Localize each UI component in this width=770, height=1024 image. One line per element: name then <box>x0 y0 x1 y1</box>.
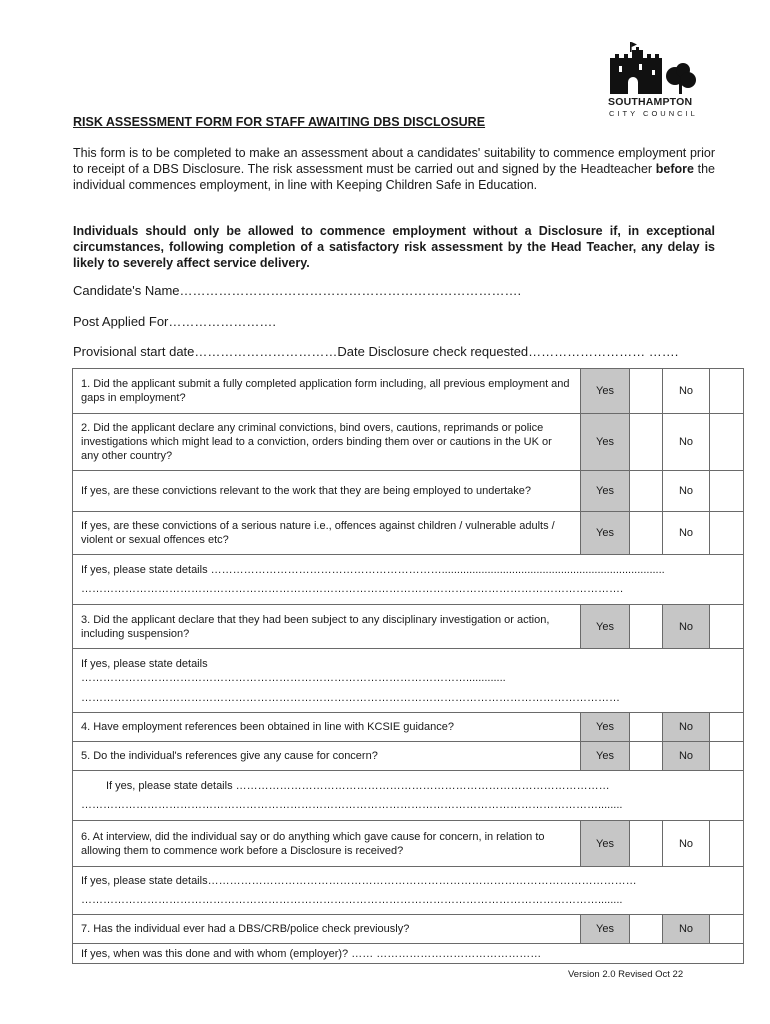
intro-paragraph <box>73 145 715 193</box>
no-label: No <box>663 414 710 471</box>
question-4: 4. Have employment references been obtained in line with KCSIE guidance? <box>73 713 581 742</box>
details-line: ………………………………………………………………………………………………………………………………… <box>81 691 620 704</box>
no-label: No <box>663 915 710 944</box>
details-field-5[interactable] <box>73 771 744 821</box>
table-row <box>73 512 744 555</box>
table-row <box>73 915 744 944</box>
yes-checkbox[interactable] <box>630 915 663 944</box>
yes-label: Yes <box>581 512 630 555</box>
question-2b: If yes, are these convictions of a serious nature i.e., offences against children / vulnerable adults / violent or sexual offences etc? <box>73 512 581 555</box>
yes-checkbox[interactable] <box>630 713 663 742</box>
no-checkbox[interactable] <box>710 915 744 944</box>
no-label: No <box>663 605 710 649</box>
table-row <box>73 867 744 915</box>
no-checkbox[interactable] <box>710 821 744 867</box>
post-applied-field[interactable]: Post Applied For……………………. <box>73 314 276 329</box>
table-row <box>73 944 744 964</box>
no-label: No <box>663 742 710 771</box>
table-row <box>73 605 744 649</box>
details-line: If yes, please state details ………………………………………………………………………………………… <box>106 780 610 792</box>
no-checkbox[interactable] <box>710 512 744 555</box>
details-line: ……………………………………………………………………………………………............. <box>81 671 506 684</box>
no-checkbox[interactable] <box>710 471 744 512</box>
yes-checkbox[interactable] <box>630 742 663 771</box>
no-checkbox[interactable] <box>710 713 744 742</box>
form-title: RISK ASSESSMENT FORM FOR STAFF AWAITING DBS DISCLOSURE <box>73 115 486 129</box>
yes-label: Yes <box>581 821 630 867</box>
question-7: 7. Has the individual ever had a DBS/CRB/police check previously? <box>73 915 581 944</box>
details-field-7[interactable]: If yes, when was this done and with whom (employer)? …… ……………………………………… <box>73 944 744 964</box>
details-field-6[interactable] <box>73 867 744 915</box>
council-logo <box>604 40 704 118</box>
question-6: 6. At interview, did the individual say or do anything which gave cause for concern, in relation to allowing them to commence work before a Disclosure is received? <box>73 821 581 867</box>
no-label: No <box>663 512 710 555</box>
risk-assessment-table <box>72 368 744 964</box>
no-label: No <box>663 821 710 867</box>
question-2: 2. Did the applicant declare any criminal convictions, bind overs, cautions, reprimands or police investigations which might lead to a conviction, orders binding them over or cautions in the UK or any other country? <box>73 414 581 471</box>
details-field-2[interactable] <box>73 555 744 605</box>
intro-bold: before <box>655 162 694 176</box>
table-row <box>73 414 744 471</box>
table-row <box>73 713 744 742</box>
question-2a: If yes, are these convictions relevant to the work that they are being employed to undertake? <box>73 471 581 512</box>
no-label: No <box>663 369 710 414</box>
intro-text-2: the individual commences employment, in line with Keeping Children Safe in Education. <box>73 162 715 192</box>
table-row <box>73 369 744 414</box>
details-line: If yes, please state details……………………………………………………………………………………………………… <box>81 875 637 887</box>
yes-checkbox[interactable] <box>630 512 663 555</box>
castle-logo-icon <box>604 40 700 94</box>
question-5: 5. Do the individual's references give any cause for concern? <box>73 742 581 771</box>
table-row <box>73 471 744 512</box>
version-footer: Version 2.0 Revised Oct 22 <box>568 969 684 980</box>
details-label: If yes, please state details <box>81 657 208 670</box>
no-label: No <box>663 471 710 512</box>
no-checkbox[interactable] <box>710 742 744 771</box>
no-label: No <box>663 713 710 742</box>
yes-checkbox[interactable] <box>630 369 663 414</box>
details-line: ……………………………………………………………………………………………………………………………........ <box>81 894 623 906</box>
details-line: If yes, please state details ………………………………………………………......................................................................... <box>81 564 665 576</box>
table-row <box>73 555 744 605</box>
yes-label: Yes <box>581 471 630 512</box>
yes-label: Yes <box>581 713 630 742</box>
details-field-3[interactable] <box>73 649 744 713</box>
question-3: 3. Did the applicant declare that they had been subject to any disciplinary investigation or action, including suspension? <box>73 605 581 649</box>
details-line: ……………………………………………………………………………………………………………………………........ <box>81 799 623 811</box>
start-date-field[interactable]: Provisional start date……………………………Date Disclosure check requested……………………… ……. <box>73 344 679 359</box>
table-row <box>73 821 744 867</box>
yes-label: Yes <box>581 915 630 944</box>
table-row <box>73 742 744 771</box>
no-checkbox[interactable] <box>710 605 744 649</box>
logo-name: SOUTHAMPTON <box>608 96 693 108</box>
no-checkbox[interactable] <box>710 414 744 471</box>
candidate-name-field[interactable]: Candidate's Name……………………………………………………………………. <box>73 283 522 298</box>
no-checkbox[interactable] <box>710 369 744 414</box>
yes-label: Yes <box>581 742 630 771</box>
details-line: …………………………………………………………………………………………………………………………………. <box>81 583 624 595</box>
table-row <box>73 649 744 713</box>
yes-checkbox[interactable] <box>630 821 663 867</box>
yes-label: Yes <box>581 414 630 471</box>
warning-paragraph: Individuals should only be allowed to commence employment without a Disclosure if, in exceptional circumstances, following completion of a satisfactory risk assessment by the Head Teacher, any delay is likely to severely affect service delivery. <box>73 224 715 270</box>
intro-text-1: This form is to be completed to make an assessment about a candidates' suitability to commence employment prior to receipt of a DBS Disclosure. The risk assessment must be carried out and signed by the Headteacher <box>73 146 715 176</box>
yes-checkbox[interactable] <box>630 414 663 471</box>
yes-label: Yes <box>581 605 630 649</box>
table-row <box>73 771 744 821</box>
yes-checkbox[interactable] <box>630 605 663 649</box>
yes-checkbox[interactable] <box>630 471 663 512</box>
question-1: 1. Did the applicant submit a fully completed application form including, all previous employment and gaps in employment? <box>73 369 581 414</box>
yes-label: Yes <box>581 369 630 414</box>
logo-subtitle: CITY COUNCIL <box>609 109 698 118</box>
